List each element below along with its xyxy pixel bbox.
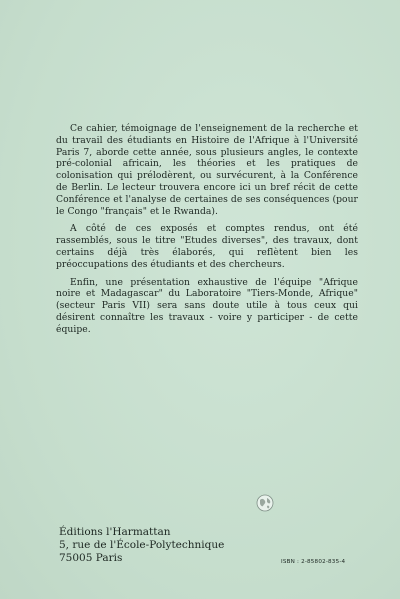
blurb-paragraph-2: A côté de ces exposés et comptes rendus, ont été rassemblés, sous le titre "Etudes diverses", des travaux, dont certains déjà très élaborés, qui reflètent bien les préoccupations des étudiants et des chercheurs. — [56, 223, 358, 270]
back-cover-blurb — [56, 123, 358, 336]
publisher-name: Éditions l'Harmattan — [59, 526, 171, 538]
globe-logo-icon — [256, 494, 274, 512]
isbn-number: ISBN : 2-85802-835-4 — [281, 559, 346, 565]
publisher-address — [59, 526, 224, 564]
publisher-street: 5, rue de l'École-Polytechnique — [59, 538, 225, 551]
blurb-paragraph-1: Ce cahier, témoignage de l'enseignement de la recherche et du travail des étudiants en Histoire de l'Afrique à l'Université Paris 7, aborde cette année, sous plusieurs angles, le contexte pré-colonial africain, les théories et les pratiques de colonisation qui prélodèrent, ou survécurent, à la Conférence de Berlin. Le lecteur trouvera encore ici un bref récit de cette Conférence et l'analyse de certaines de ses conséquences (pour le Congo "français" et le Rwanda). — [56, 123, 358, 217]
blurb-paragraph-3: Enfin, une présentation exhaustive de l'équipe "Afrique noire et Madagascar" du Laboratoire "Tiers-Monde, Afrique" (secteur Paris VII) sera sans doute utile à tous ceux qui désirent connaître les travaux - voire y participer - de cette équipe. — [56, 276, 358, 335]
publisher-city: 75005 Paris — [59, 551, 123, 564]
